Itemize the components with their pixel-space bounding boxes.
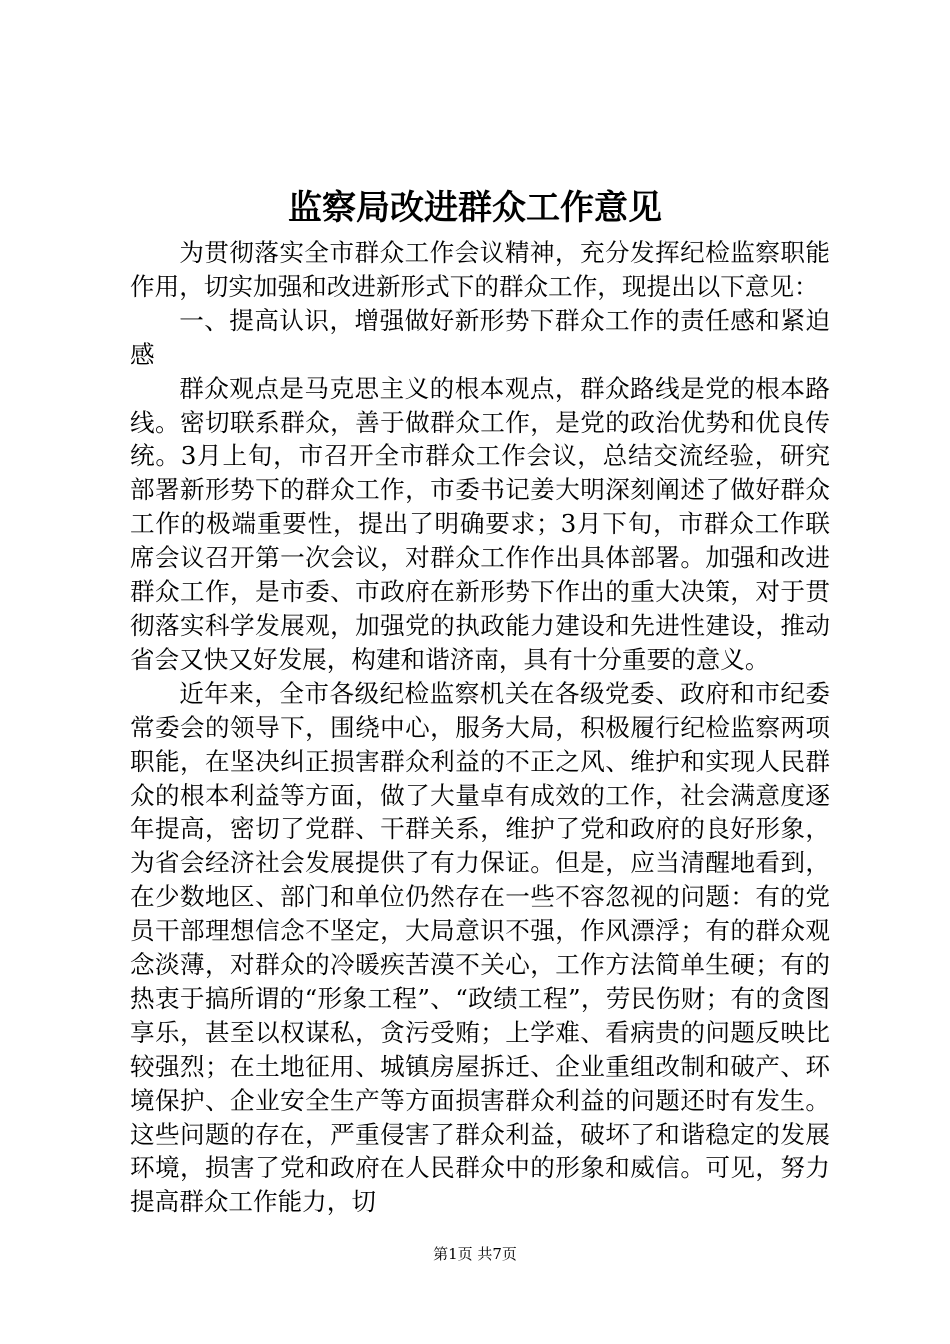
paragraph-mass-line: 群众观点是马克思主义的根本观点，群众路线是党的根本路线。密切联系群众，善于做群众工作，是党的政治优势和优良传统。3月上旬，市召开全市群众工作会议，总结交流经验，研究部署新形势下的群众工作，市委书记姜大明深刻阐述了做好群众工作的极端重要性，提出了明确要求；3月下旬，市群众工作联席会议召开第一次会议，对群众工作作出具体部署。加强和改进群众工作，是市委、市政府在新形势下作出的重大决策，对于贯彻落实科学发展观，加强党的执政能力建设和先进性建设，推动省会又快又好发展，构建和谐济南，具有十分重要的意义。 bbox=[130, 373, 830, 674]
paragraph-intro: 为贯彻落实全市群众工作会议精神，充分发挥纪检监察职能作用，切实加强和改进新形式下的群众工作，现提出以下意见： bbox=[130, 238, 830, 301]
document-body bbox=[130, 236, 830, 1219]
section-heading-1: 一、提高认识，增强做好新形势下群众工作的责任感和紧迫感 bbox=[130, 305, 830, 369]
paragraph-recent-years: 近年来，全市各级纪检监察机关在各级党委、政府和市纪委常委会的领导下，围绕中心，服务大局，积极履行纪检监察两项职能，在坚决纠正损害群众利益的不正之风、维护和实现人民群众的根本利益等方面，做了大量卓有成效的工作，社会满意度逐年提高，密切了党群、干群关系，维护了党和政府的良好形象，为省会经济社会发展提供了有力保证。但是，应当清醒地看到，在少数地区、部门和单位仍然存在一些不容忽视的问题：有的党员干部理想信念不坚定，大局意识不强，作风漂浮；有的群众观念淡薄，对群众的冷暖疾苦漠不关心，工作方法简单生硬；有的热衷于搞所谓的“形象工程”、“政绩工程”，劳民伤财；有的贪图享乐，甚至以权谋私，贪污受贿；上学难、看病贵的问题反映比较强烈；在土地征用、城镇房屋拆迁、企业重组改制和破产、环境保护、企业安全生产等方面损害群众利益的问题还时有发生。这些问题的存在，严重侵害了群众利益，破坏了和谐稳定的发展环境，损害了党和政府在人民群众中的形象和威信。可见，努力提高群众工作能力，切 bbox=[130, 678, 830, 1217]
page-number: 第1页 共7页 bbox=[433, 1245, 517, 1263]
document-title: 监察局改进群众工作意见 bbox=[288, 188, 662, 228]
